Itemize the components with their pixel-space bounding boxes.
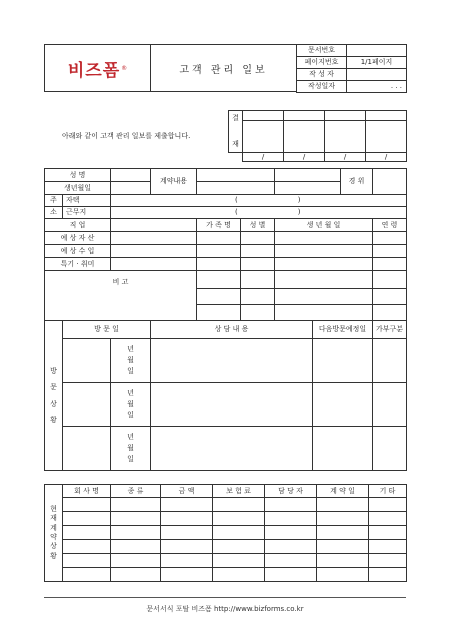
consult-content-cell[interactable] xyxy=(151,383,313,427)
contract-cell[interactable] xyxy=(317,526,369,540)
gender-header: 성 별 xyxy=(241,219,275,232)
address-label-2: 소 xyxy=(45,207,63,219)
contract-cell[interactable] xyxy=(317,540,369,554)
job-field[interactable] xyxy=(111,219,197,232)
next-visit-header: 다음방문예정일 xyxy=(313,321,373,339)
premium-header: 보 험 료 xyxy=(213,485,265,498)
approval-label xyxy=(229,111,243,153)
etc-header: 기 타 xyxy=(369,485,407,498)
approval-box xyxy=(228,110,407,162)
contract-cell[interactable] xyxy=(265,498,317,512)
approval-sign-cell[interactable] xyxy=(366,121,407,153)
contract-cell[interactable] xyxy=(213,554,265,568)
approval-sign-cell[interactable] xyxy=(284,121,325,153)
contract-cell[interactable] xyxy=(111,498,161,512)
company-header: 회 사 명 xyxy=(63,485,111,498)
contract-cell[interactable] xyxy=(161,568,213,582)
family-name-cell[interactable] xyxy=(197,271,241,289)
remarks-label: 비 고 xyxy=(45,271,197,321)
family-dob-cell[interactable] xyxy=(275,289,373,305)
contract-cell[interactable] xyxy=(63,512,111,526)
contract-cell[interactable] xyxy=(265,568,317,582)
family-dob-cell[interactable] xyxy=(275,232,373,245)
visit-section-text: 방 문 상 황 xyxy=(50,367,57,424)
family-age-cell[interactable] xyxy=(373,258,407,271)
family-dob-cell[interactable] xyxy=(275,258,373,271)
office-paren-open: ( xyxy=(235,208,238,216)
contract-cell[interactable] xyxy=(213,568,265,582)
contract-cell[interactable] xyxy=(265,540,317,554)
family-gender-cell[interactable] xyxy=(241,258,275,271)
address-label-1: 주 xyxy=(45,195,63,207)
contract-field[interactable] xyxy=(197,169,275,182)
approval-title-cell[interactable] xyxy=(284,111,325,121)
doc-number-label: 문서번호 xyxy=(297,45,347,57)
income-label: 예 상 수 입 xyxy=(45,245,111,258)
approval-title-cell[interactable] xyxy=(366,111,407,121)
consult-content-cell[interactable] xyxy=(151,339,313,383)
contract-cell[interactable] xyxy=(111,554,161,568)
consult-content-header: 상 담 내 용 xyxy=(151,321,313,339)
contract-cell[interactable] xyxy=(317,498,369,512)
family-dob-cell[interactable] xyxy=(275,305,373,321)
family-dob-cell[interactable] xyxy=(275,271,373,289)
company-logo xyxy=(44,44,150,92)
family-age-cell[interactable] xyxy=(373,305,407,321)
approval-label-top: 결 xyxy=(232,113,239,122)
contract-cell[interactable] xyxy=(161,540,213,554)
date-label: 작성일자 xyxy=(297,81,347,93)
approval-date-cell[interactable]: / xyxy=(325,153,366,162)
family-name-cell[interactable] xyxy=(197,232,241,245)
amount-header: 금 액 xyxy=(161,485,213,498)
visit-date-cell[interactable] xyxy=(63,383,111,427)
family-gender-cell[interactable] xyxy=(241,289,275,305)
visit-date-header: 방 문 일 xyxy=(63,321,151,339)
contract-field[interactable] xyxy=(197,182,275,195)
decision-cell[interactable] xyxy=(373,339,407,383)
family-gender-cell[interactable] xyxy=(241,305,275,321)
contract-cell[interactable] xyxy=(213,526,265,540)
family-gender-cell[interactable] xyxy=(241,245,275,258)
contract-cell[interactable] xyxy=(111,512,161,526)
family-gender-cell[interactable] xyxy=(241,271,275,289)
contract-cell[interactable] xyxy=(63,554,111,568)
name-label: 성 명 xyxy=(45,169,111,182)
approval-date-cell[interactable]: / xyxy=(366,153,407,162)
document-title: 고객 관리 일보 xyxy=(150,44,296,92)
family-age-cell[interactable] xyxy=(373,245,407,258)
contract-cell[interactable] xyxy=(369,568,407,582)
visit-date-units: 년 월 일 xyxy=(111,383,151,427)
family-age-cell[interactable] xyxy=(373,271,407,289)
job-label: 직 업 xyxy=(45,219,111,232)
contract-field[interactable] xyxy=(275,169,341,182)
footer-divider xyxy=(44,597,406,598)
family-dob-cell[interactable] xyxy=(275,245,373,258)
contract-section-text: 현 재 계 약 상 황 xyxy=(50,504,57,560)
contract-cell[interactable] xyxy=(369,540,407,554)
contract-cell[interactable] xyxy=(111,526,161,540)
home-label: 자택 xyxy=(63,195,111,207)
family-name-header: 가 족 명 xyxy=(197,219,241,232)
page-number-label: 페이지번호 xyxy=(297,57,347,69)
contract-cell[interactable] xyxy=(63,568,111,582)
approval-title-cell[interactable] xyxy=(243,111,284,121)
contract-cell[interactable] xyxy=(161,526,213,540)
family-age-cell[interactable] xyxy=(373,289,407,305)
hobby-label: 특기 · 취미 xyxy=(45,258,111,271)
home-paren-open: ( xyxy=(235,196,238,204)
dob-header: 생 년 월 일 xyxy=(275,219,373,232)
customer-form xyxy=(44,168,407,471)
contract-cell[interactable] xyxy=(369,512,407,526)
consult-content-cell[interactable] xyxy=(151,427,313,471)
position-field[interactable] xyxy=(373,169,407,195)
position-label: 경 위 xyxy=(341,169,373,195)
next-visit-cell[interactable] xyxy=(313,383,373,427)
home-paren-close: ) xyxy=(297,196,301,204)
contract-cell[interactable] xyxy=(265,512,317,526)
birth-label: 생년월일 xyxy=(45,182,111,195)
approval-date-cell[interactable]: / xyxy=(284,153,325,162)
contract-cell[interactable] xyxy=(317,568,369,582)
family-name-cell[interactable] xyxy=(197,245,241,258)
contract-cell[interactable] xyxy=(369,526,407,540)
visit-date-cell[interactable] xyxy=(63,427,111,471)
birth-field[interactable] xyxy=(111,182,151,195)
name-field[interactable] xyxy=(111,169,151,182)
decision-header: 가부구분 xyxy=(373,321,407,339)
contract-cell[interactable] xyxy=(213,540,265,554)
approval-label-bottom: 재 xyxy=(232,140,239,149)
visit-date-cell[interactable] xyxy=(63,339,111,383)
contract-cell[interactable] xyxy=(369,498,407,512)
contract-cell[interactable] xyxy=(111,568,161,582)
intro-text: 아래와 같이 고객 관리 일보를 제출합니다. xyxy=(62,132,191,140)
next-visit-cell[interactable] xyxy=(313,339,373,383)
page-number-value[interactable]: 1/1페이지 xyxy=(347,57,407,69)
contract-label: 계약내용 xyxy=(151,169,197,195)
doc-info-table xyxy=(296,44,407,93)
income-field[interactable] xyxy=(111,245,197,258)
footer-text: 문서서식 포탈 비즈폼 http://www.bizforms.co.kr xyxy=(146,605,304,613)
approval-date-cell[interactable]: / xyxy=(243,153,284,162)
family-name-cell[interactable] xyxy=(197,289,241,305)
contract-cell[interactable] xyxy=(213,498,265,512)
home-address-field[interactable] xyxy=(111,195,407,207)
approval-sign-cell[interactable] xyxy=(325,121,366,153)
next-visit-cell[interactable] xyxy=(313,427,373,471)
contract-cell[interactable] xyxy=(317,554,369,568)
author-label: 작 성 자 xyxy=(297,69,347,81)
logo-text: 비즈폼 xyxy=(67,60,121,81)
contract-cell[interactable] xyxy=(317,512,369,526)
decision-cell[interactable] xyxy=(373,427,407,471)
contract-table xyxy=(44,484,407,582)
contract-cell[interactable] xyxy=(213,512,265,526)
contract-date-header: 계 약 일 xyxy=(317,485,369,498)
decision-cell[interactable] xyxy=(373,383,407,427)
family-name-cell[interactable] xyxy=(197,305,241,321)
hobby-field[interactable] xyxy=(111,258,197,271)
contract-cell[interactable] xyxy=(265,554,317,568)
manager-header: 담 당 자 xyxy=(265,485,317,498)
contract-cell[interactable] xyxy=(161,512,213,526)
contract-section-label xyxy=(45,485,63,582)
office-label: 근무지 xyxy=(63,207,111,219)
contract-cell[interactable] xyxy=(63,526,111,540)
visit-date-units: 년 월 일 xyxy=(111,427,151,471)
contract-cell[interactable] xyxy=(63,540,111,554)
contract-cell[interactable] xyxy=(161,498,213,512)
logo-mark: ® xyxy=(121,64,128,72)
office-paren-close: ) xyxy=(297,208,301,216)
date-value[interactable]: . . . xyxy=(347,81,407,93)
contract-cell[interactable] xyxy=(265,526,317,540)
office-address-field[interactable] xyxy=(111,207,407,219)
family-name-cell[interactable] xyxy=(197,258,241,271)
visit-section-label xyxy=(45,321,63,471)
contract-field[interactable] xyxy=(275,182,341,195)
age-header: 연 령 xyxy=(373,219,407,232)
family-age-cell[interactable] xyxy=(373,232,407,245)
contract-cell[interactable] xyxy=(161,554,213,568)
family-gender-cell[interactable] xyxy=(241,232,275,245)
author-value[interactable] xyxy=(347,69,407,81)
contract-cell[interactable] xyxy=(63,498,111,512)
visit-date-units: 년 월 일 xyxy=(111,339,151,383)
asset-label: 예 상 자 산 xyxy=(45,232,111,245)
contract-cell[interactable] xyxy=(111,540,161,554)
type-header: 종 류 xyxy=(111,485,161,498)
asset-field[interactable] xyxy=(111,232,197,245)
contract-cell[interactable] xyxy=(369,554,407,568)
doc-number-value[interactable] xyxy=(347,45,407,57)
approval-title-cell[interactable] xyxy=(325,111,366,121)
approval-sign-cell[interactable] xyxy=(243,121,284,153)
